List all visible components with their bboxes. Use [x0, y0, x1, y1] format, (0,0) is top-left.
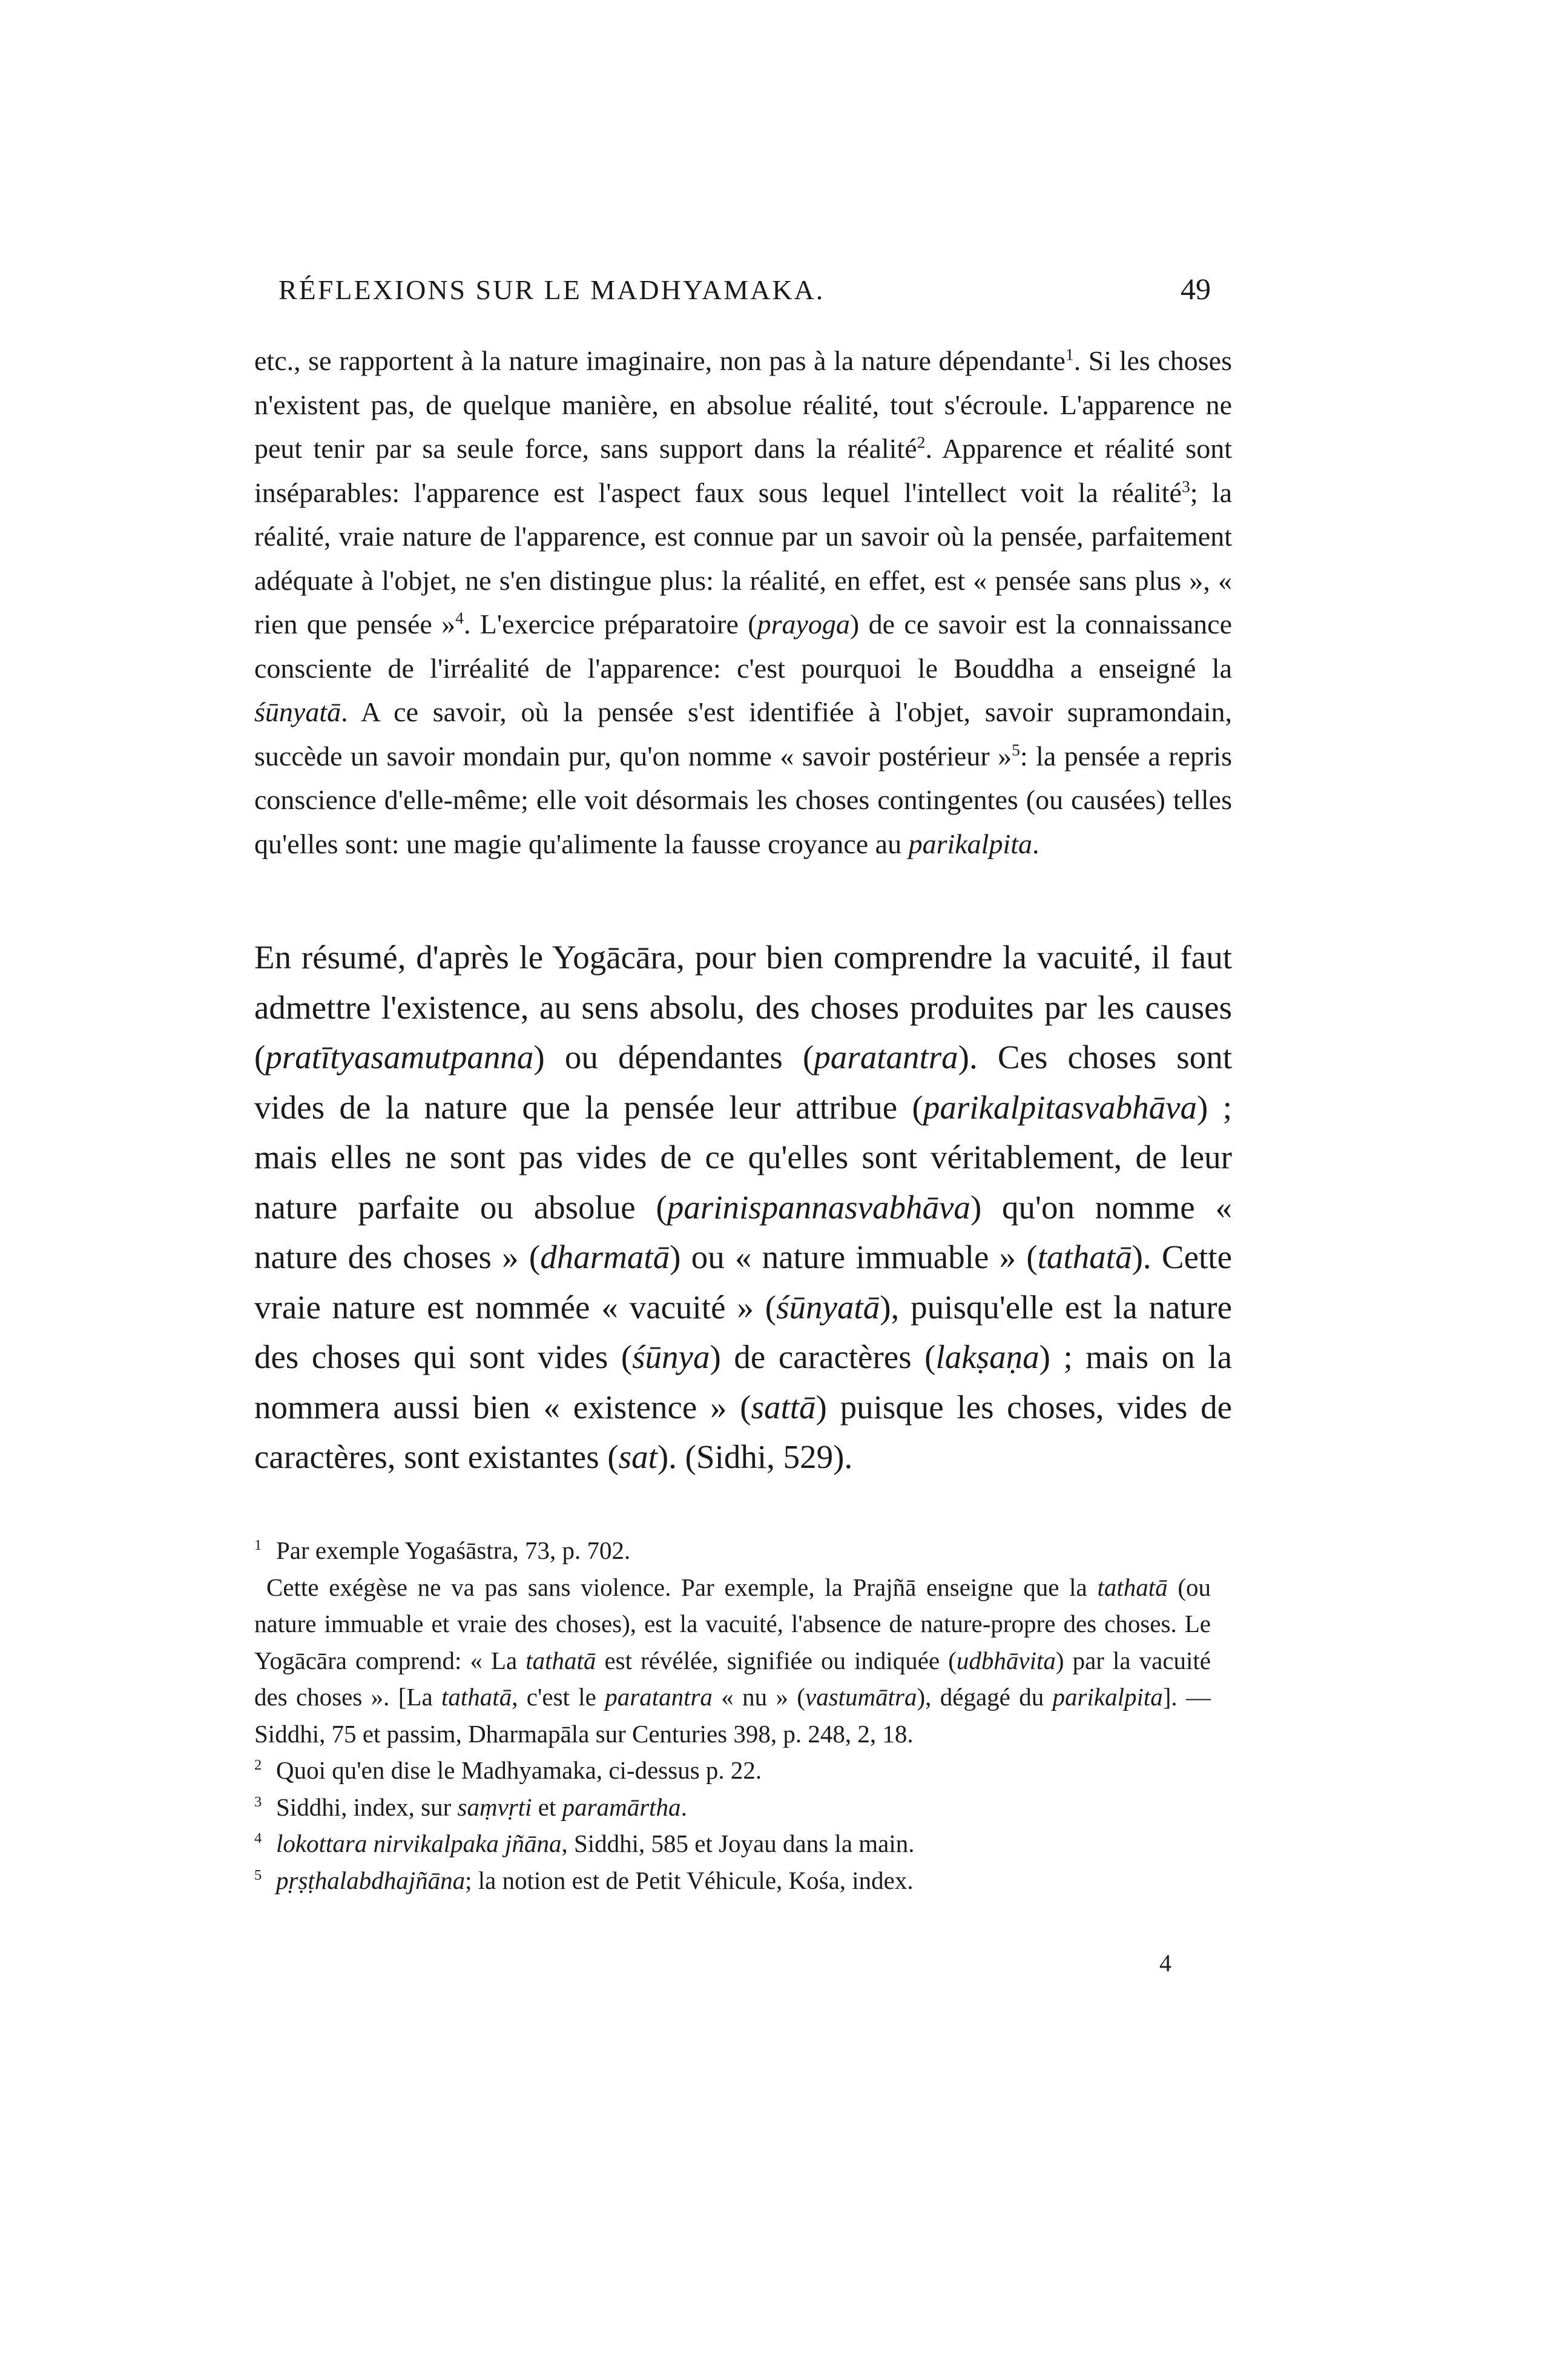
- footnote-1-continuation: [254, 1569, 1211, 1753]
- fn1-term-5: paratantra: [605, 1683, 713, 1711]
- term-paratantra: paratantra: [814, 1039, 958, 1076]
- term-prayoga: prayoga: [757, 609, 850, 640]
- term-pratityasamutpanna: pratītyasamutpanna: [265, 1039, 534, 1076]
- fn5-term: pṛṣṭhalabdhajñāna: [276, 1866, 466, 1894]
- p1-text-4: ; la réalité, vraie nature de l'apparence, est connue par un savoir où la pensée, parfaitement adéquate à l'objet, ne s'en distingue plus: la réalité, en effet, est « pensée sans plus », « rien que pensée »: [254, 477, 1232, 640]
- p1-text-1: etc., se rapportent à la nature imaginaire, non pas à la nature dépendante: [254, 345, 1066, 376]
- footnotes: [254, 1532, 1211, 1899]
- term-laksana: lakṣaṇa: [935, 1338, 1039, 1375]
- paragraph-2: [254, 933, 1232, 1482]
- p2-text-11: ) puisque les choses, vides de caractères, sont existantes (: [254, 1388, 1232, 1475]
- footnote-1-line: Par exemple Yogaśāstra, 73, p. 702.: [276, 1536, 631, 1564]
- footnote-2: $^2$ Quoi qu'en dise le Madhyamaka, ci-dessus p. 22.: [254, 1756, 762, 1784]
- footnote-ref-2: 2: [917, 432, 926, 452]
- p1-text-6: ) de ce savoir est la connaissance consciente de l'irréalité de l'apparence: c'est pourquoi le Bouddha a enseigné la: [254, 609, 1232, 684]
- term-sunya: śūnya: [632, 1338, 710, 1375]
- page-number: 49: [1181, 272, 1211, 306]
- p2-text-12: ). (Sidhi, 529).: [657, 1438, 853, 1475]
- fn1-term-7: parikalpita: [1052, 1683, 1163, 1711]
- p2-text-9: ) de caractères (: [710, 1338, 936, 1375]
- term-sat: sat: [618, 1438, 657, 1475]
- signature-mark: 4: [1159, 1949, 1171, 1977]
- p2-text-1: En résumé, d'après le Yogācāra, pour bien comprendre la vacuité, il faut admettre l'existence, au sens absolu, des choses produites par les causes (: [254, 939, 1232, 1076]
- p1-text-5: . L'exercice préparatoire (: [463, 609, 757, 640]
- fn5-text: ; la notion est de Petit Véhicule, Kośa, index.: [465, 1866, 914, 1894]
- footnote-1: $^1$ Par exemple Yogaśāstra, 73, p. 702.: [254, 1536, 631, 1564]
- fn1-term-6: vastumātra: [805, 1683, 917, 1711]
- p1-text-9: .: [1032, 828, 1039, 859]
- fn4-text: , Siddhi, 585 et Joyau dans la main.: [561, 1829, 915, 1857]
- fn1-term-4: tathatā: [441, 1683, 512, 1711]
- term-parikalpita: parikalpita: [908, 828, 1033, 859]
- fn1-text-6: « nu » (: [712, 1683, 805, 1711]
- term-sunyata: śūnyatā: [254, 696, 341, 727]
- fn1-text-5: , c'est le: [512, 1683, 605, 1711]
- fn4-term: lokottara nirvikalpaka jñāna: [276, 1829, 562, 1857]
- p2-text-5: ) qu'on nomme « nature des choses » (: [254, 1188, 1232, 1275]
- term-satta: sattā: [751, 1388, 816, 1426]
- term-sunyata-2: śūnyatā: [776, 1288, 880, 1326]
- p2-text-10: ) ; mais on la nommera aussi bien « existence » (: [254, 1338, 1233, 1426]
- footnote-4: $^4$ lokottara nirvikalpaka jñāna, Siddhi, 585 et Joyau dans la main.: [254, 1829, 915, 1857]
- fn3-term-1: saṃvṛti: [457, 1793, 532, 1821]
- p2-text-3: ). Ces choses sont vides de la nature que la pensée leur attribue (: [254, 1039, 1232, 1126]
- fn1-term-1: tathatā: [1097, 1573, 1168, 1601]
- fn1-term-3: udbhāvita: [956, 1646, 1056, 1674]
- p1-text-7: . A ce savoir, où la pensée s'est identifiée à l'objet, savoir supramondain, succède un savoir mondain pur, qu'on nomme « savoir postérieur »: [254, 696, 1232, 772]
- p2-text-6: ) ou « nature immuable » (: [670, 1238, 1038, 1275]
- paragraph-1: [254, 339, 1232, 866]
- p2-text-4: ) ; mais elles ne sont pas vides de ce qu'elles sont véritablement, de leur nature parfaite ou absolue (: [254, 1088, 1232, 1226]
- running-head: [254, 271, 1211, 306]
- fn1-text-7: ), dégagé du: [917, 1683, 1053, 1711]
- fn3-text-2: et: [532, 1793, 562, 1821]
- footnote-ref-3: 3: [1181, 477, 1190, 496]
- footnote-3: $^3$ Siddhi, index, sur saṃvṛti et paramārtha.: [254, 1793, 687, 1821]
- p1-text-8: : la pensée a repris conscience d'elle-même; elle voit désormais les choses contingentes (ou causées) telles qu'elles sont: une magie qu'alimente la fausse croyance au: [254, 740, 1232, 859]
- footnote-ref-5: 5: [1012, 740, 1020, 759]
- fn1-text-2: (ou nature immuable et vraie des choses), est la vacuité, l'absence de nature-propre des choses. Le Yogācāra comprend: « La: [254, 1573, 1211, 1674]
- term-tathata: tathatā: [1037, 1238, 1132, 1275]
- fn3-text-1: Siddhi, index, sur: [276, 1793, 458, 1821]
- p1-text-3: . Apparence et réalité sont inséparables: l'apparence est l'aspect faux sous lequel l'intellect voit la réalité: [254, 433, 1232, 508]
- fn3-text-3: .: [680, 1793, 687, 1821]
- p1-text-2: . Si les choses n'existent pas, de quelque manière, en absolue réalité, tout s'écroule. L'apparence ne peut tenir par sa seule force, sans support dans la réalité: [254, 345, 1233, 464]
- fn1-text-4: ) par la vacuité des choses ». [La: [254, 1646, 1211, 1711]
- p2-text-2: ) ou dépendantes (: [533, 1039, 814, 1076]
- fn1-text-3: est révélée, signifiée ou indiquée (: [596, 1646, 957, 1674]
- fn1-text-8: ]. — Siddhi, 75 et passim, Dharmapāla sur Centuries 398, p. 248, 2, 18.: [254, 1683, 1211, 1748]
- running-title: RÉFLEXIONS SUR LE MADHYAMAKA.: [278, 274, 825, 305]
- term-dharmata: dharmatā: [540, 1238, 670, 1275]
- p2-text-7: ). Cette vraie nature est nommée « vacuité » (: [254, 1238, 1232, 1326]
- fn3-term-2: paramārtha: [562, 1793, 681, 1821]
- term-parikalpitasvabhava: parikalpitasvabhāva: [923, 1088, 1197, 1126]
- footnote-ref-4: 4: [455, 608, 464, 627]
- footnote-2-text: Quoi qu'en dise le Madhyamaka, ci-dessus p. 22.: [276, 1756, 762, 1784]
- footnote-5: $^5$ pṛṣṭhalabdhajñāna; la notion est de Petit Véhicule, Kośa, index.: [254, 1866, 914, 1894]
- p2-text-8: ), puisqu'elle est la nature des choses qui sont vides (: [254, 1288, 1232, 1375]
- fn1-text-1: Cette exégèse ne va pas sans violence. Par exemple, la Prajñā enseigne que la: [266, 1573, 1098, 1601]
- footnote-ref-1: 1: [1065, 345, 1074, 364]
- fn1-term-2: tathatā: [525, 1646, 596, 1674]
- term-parinispannasvabhava: parinispannasvabhāva: [667, 1188, 970, 1226]
